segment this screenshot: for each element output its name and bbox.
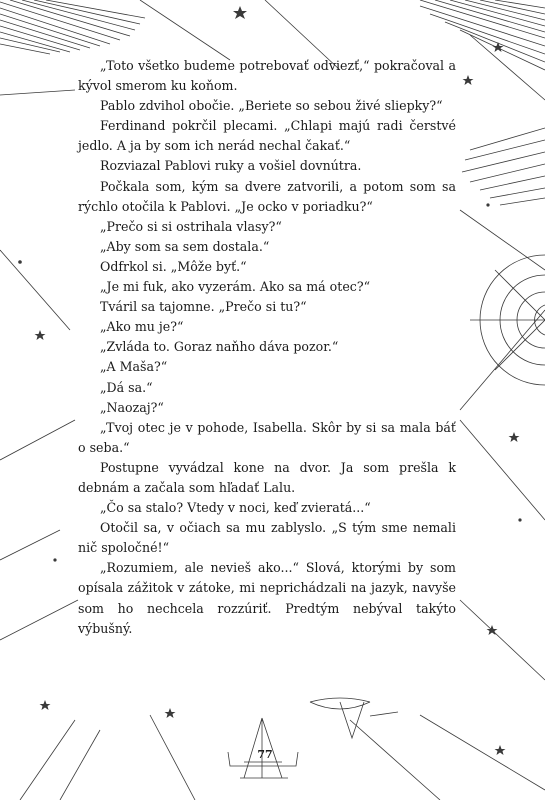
paragraph: Rozviazal Pablovi ruky a vošiel dovnútra. [100, 158, 362, 174]
paragraph: „Ako mu je?“ [100, 319, 184, 335]
paragraph: „Dá sa.“ [100, 379, 153, 395]
spindle-ornament [310, 698, 398, 738]
paragraph: „Naozaj?“ [100, 399, 164, 415]
top-left-hatch [0, 0, 145, 54]
paragraph: Otočil sa, v očiach sa mu zablyslo. „S tým sme nemali nič spoločné!“ [78, 520, 456, 556]
page-text [78, 56, 456, 639]
paragraph: „Rozumiem, ale nevieš ako...“ Slová, ktorými by som opísala zážitok v zátoke, mi neprichádzali na jazyk, navyše som ho nechcela rozzúriť. Predtým nebýval takýto výbušný. [78, 560, 456, 636]
paragraph: „Tvoj otec je v pohode, Isabella. Skôr by si sa mala báť o seba.“ [78, 419, 456, 455]
paragraph: „A Maša?“ [100, 359, 168, 375]
paragraph: „Prečo si si ostrihala vlasy?“ [100, 218, 282, 234]
paragraph: Pablo zdvihol obočie. „Beriete so sebou živé sliepky?“ [100, 98, 443, 114]
paragraph: Tváril sa tajomne. „Prečo si tu?“ [100, 299, 307, 315]
paragraph: „Toto všetko budeme potrebovať odviezť,“ pokračoval a kývol smerom ku koňom. [78, 58, 456, 94]
compass-rose [470, 255, 545, 385]
paragraph: „Je mi fuk, ako vyzerám. Ako sa má otec?“ [100, 279, 371, 295]
paragraph: Ferdinand pokrčil plecami. „Chlapi majú radi čerstvé jedlo. A ja by som ich nerád nechal čakať.“ [78, 118, 456, 154]
paragraph: „Zvláda to. Goraz naňho dáva pozor.“ [100, 339, 339, 355]
paragraph: Postupne vyvádzal kone na dvor. Ja som prešla k debnám a začala som hľadať Lalu. [78, 459, 456, 495]
paragraph: Počkala som, kým sa dvere zatvorili, a potom som sa rýchlo otočila k Pablovi. „Je ocko v poriadku?“ [78, 178, 456, 214]
paragraph: „Aby som sa sem dostala.“ [100, 238, 270, 254]
paragraph: „Čo sa stalo? Vtedy v noci, keď zvieratá...“ [100, 500, 371, 516]
page-number: 77 [257, 748, 273, 761]
paragraph: Odfrkol si. „Môže byť.“ [100, 258, 247, 274]
